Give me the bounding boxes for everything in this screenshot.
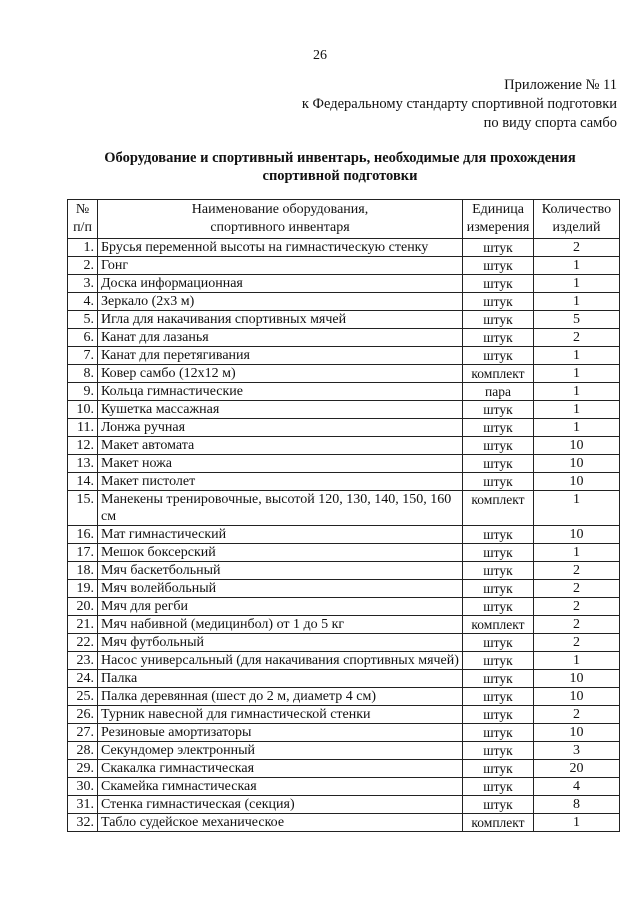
title-line: Оборудование и спортивный инвентарь, необходимые для прохождения [104,150,576,166]
header-unit [463,200,534,239]
cell-name: Ковер самбо (12х12 м) [98,365,463,383]
table-row [68,311,620,329]
header-name-line: Наименование оборудования, [191,202,369,217]
cell-num: 14. [68,473,98,491]
cell-unit: комплект [463,491,534,526]
cell-num: 24. [68,670,98,688]
cell-name: Секундомер электронный [98,742,463,760]
cell-num: 30. [68,778,98,796]
cell-num: 11. [68,419,98,437]
cell-name: Мяч волейбольный [98,580,463,598]
cell-name: Макет автомата [98,437,463,455]
cell-num: 17. [68,544,98,562]
cell-unit: штук [463,670,534,688]
cell-num: 5. [68,311,98,329]
table-row [68,562,620,580]
cell-qty: 3 [534,742,620,760]
appendix-line: Приложение № 11 [504,77,617,93]
table-row [68,652,620,670]
cell-qty: 1 [534,293,620,311]
appendix-line: к Федеральному стандарту спортивной подготовки [301,96,617,112]
table-row [68,616,620,634]
cell-qty: 1 [534,401,620,419]
cell-unit: штук [463,239,534,257]
header-num-line: № [75,202,90,217]
cell-num: 8. [68,365,98,383]
cell-qty: 10 [534,473,620,491]
cell-qty: 5 [534,311,620,329]
cell-qty: 1 [534,275,620,293]
document-title [60,149,620,185]
table-row [68,347,620,365]
cell-num: 4. [68,293,98,311]
header-name [98,200,463,239]
cell-unit: штук [463,329,534,347]
table-row [68,688,620,706]
cell-num: 1. [68,239,98,257]
cell-name: Доска информационная [98,275,463,293]
cell-unit: штук [463,580,534,598]
cell-qty: 1 [534,419,620,437]
table-row [68,670,620,688]
equipment-table [67,199,620,832]
cell-name: Манекены тренировочные, высотой 120, 130, 140, 150, 160 см [98,491,463,526]
page-number: 26 [313,48,327,63]
cell-name: Мяч футбольный [98,634,463,652]
cell-unit: штук [463,760,534,778]
cell-name: Мяч для регби [98,598,463,616]
cell-unit: штук [463,742,534,760]
cell-unit: штук [463,293,534,311]
header-num [68,200,98,239]
table-row [68,580,620,598]
table-row [68,455,620,473]
table-row [68,742,620,760]
table-row [68,473,620,491]
cell-qty: 10 [534,455,620,473]
header-name-line: спортивного инвентаря [210,220,350,235]
cell-name: Кушетка массажная [98,401,463,419]
cell-name: Резиновые амортизаторы [98,724,463,742]
cell-name: Мяч баскетбольный [98,562,463,580]
cell-name: Мешок боксерский [98,544,463,562]
table-row [68,814,620,832]
cell-qty: 10 [534,526,620,544]
cell-name: Канат для лазанья [98,329,463,347]
cell-num: 29. [68,760,98,778]
cell-name: Брусья переменной высоты на гимнастическую стенку [98,239,463,257]
cell-unit: штук [463,652,534,670]
cell-unit: штук [463,473,534,491]
header-unit-line: измерения [466,220,530,235]
cell-qty: 1 [534,544,620,562]
cell-unit: штук [463,796,534,814]
cell-num: 10. [68,401,98,419]
cell-name: Палка деревянная (шест до 2 м, диаметр 4 см) [98,688,463,706]
cell-name: Палка [98,670,463,688]
cell-num: 9. [68,383,98,401]
cell-num: 20. [68,598,98,616]
cell-qty: 20 [534,760,620,778]
table-row [68,293,620,311]
cell-qty: 8 [534,796,620,814]
table-row [68,437,620,455]
cell-unit: штук [463,706,534,724]
table-row [68,329,620,347]
cell-name: Скакалка гимнастическая [98,760,463,778]
cell-num: 15. [68,491,98,526]
cell-num: 26. [68,706,98,724]
cell-num: 19. [68,580,98,598]
cell-unit: штук [463,688,534,706]
table-row [68,598,620,616]
table-row [68,257,620,275]
cell-num: 13. [68,455,98,473]
cell-name: Стенка гимнастическая (секция) [98,796,463,814]
table-row [68,544,620,562]
cell-unit: штук [463,401,534,419]
cell-qty: 2 [534,616,620,634]
cell-qty: 1 [534,814,620,832]
table-row [68,706,620,724]
header-qty-line: изделий [552,220,601,235]
cell-qty: 2 [534,706,620,724]
cell-unit: штук [463,311,534,329]
table-row [68,401,620,419]
cell-unit: штук [463,419,534,437]
cell-name: Скамейка гимнастическая [98,778,463,796]
cell-num: 12. [68,437,98,455]
table-row [68,634,620,652]
cell-qty: 2 [534,562,620,580]
cell-name: Макет ножа [98,455,463,473]
cell-unit: комплект [463,616,534,634]
cell-unit: комплект [463,814,534,832]
cell-qty: 4 [534,778,620,796]
table-row [68,239,620,257]
cell-name: Зеркало (2х3 м) [98,293,463,311]
cell-qty: 1 [534,347,620,365]
cell-num: 22. [68,634,98,652]
cell-qty: 2 [534,634,620,652]
cell-name: Кольца гимнастические [98,383,463,401]
table-row [68,796,620,814]
cell-num: 27. [68,724,98,742]
cell-num: 6. [68,329,98,347]
table-row [68,526,620,544]
table-row [68,760,620,778]
appendix-line: по виду спорта самбо [483,115,617,131]
table-body [68,239,620,832]
table-header-row [68,200,620,239]
cell-num: 23. [68,652,98,670]
cell-qty: 10 [534,724,620,742]
cell-qty: 2 [534,580,620,598]
table-row [68,419,620,437]
cell-name: Турник навесной для гимнастической стенки [98,706,463,724]
cell-num: 32. [68,814,98,832]
table-row [68,275,620,293]
table-row [68,724,620,742]
cell-qty: 2 [534,598,620,616]
table-row [68,778,620,796]
cell-num: 3. [68,275,98,293]
cell-num: 21. [68,616,98,634]
cell-qty: 10 [534,437,620,455]
cell-unit: штук [463,526,534,544]
header-qty-line: Количество [541,202,612,217]
cell-num: 18. [68,562,98,580]
table-row [68,383,620,401]
table-row [68,365,620,383]
cell-name: Насос универсальный (для накачивания спортивных мячей) [98,652,463,670]
cell-unit: штук [463,275,534,293]
title-line: спортивной подготовки [262,168,418,184]
cell-qty: 1 [534,652,620,670]
cell-qty: 10 [534,688,620,706]
cell-unit: штук [463,778,534,796]
cell-name: Лонжа ручная [98,419,463,437]
cell-name: Макет пистолет [98,473,463,491]
cell-unit: штук [463,257,534,275]
cell-num: 28. [68,742,98,760]
cell-qty: 1 [534,383,620,401]
cell-qty: 1 [534,491,620,526]
cell-qty: 2 [534,329,620,347]
cell-num: 2. [68,257,98,275]
cell-unit: штук [463,598,534,616]
cell-name: Мяч набивной (медицинбол) от 1 до 5 кг [98,616,463,634]
cell-unit: комплект [463,365,534,383]
cell-name: Игла для накачивания спортивных мячей [98,311,463,329]
cell-name: Табло судейское механическое [98,814,463,832]
cell-name: Мат гимнастический [98,526,463,544]
cell-unit: штук [463,347,534,365]
cell-unit: штук [463,437,534,455]
cell-name: Гонг [98,257,463,275]
cell-unit: штук [463,562,534,580]
cell-unit: штук [463,455,534,473]
appendix-note [302,76,617,133]
cell-num: 31. [68,796,98,814]
cell-unit: пара [463,383,534,401]
cell-unit: штук [463,724,534,742]
cell-unit: штук [463,544,534,562]
cell-name: Канат для перетягивания [98,347,463,365]
cell-unit: штук [463,634,534,652]
cell-num: 25. [68,688,98,706]
cell-num: 16. [68,526,98,544]
cell-qty: 1 [534,257,620,275]
cell-qty: 2 [534,239,620,257]
header-qty [534,200,620,239]
table-row [68,491,620,526]
cell-qty: 10 [534,670,620,688]
header-unit-line: Единица [472,202,524,217]
cell-num: 7. [68,347,98,365]
header-num-line: п/п [73,220,92,235]
cell-qty: 1 [534,365,620,383]
